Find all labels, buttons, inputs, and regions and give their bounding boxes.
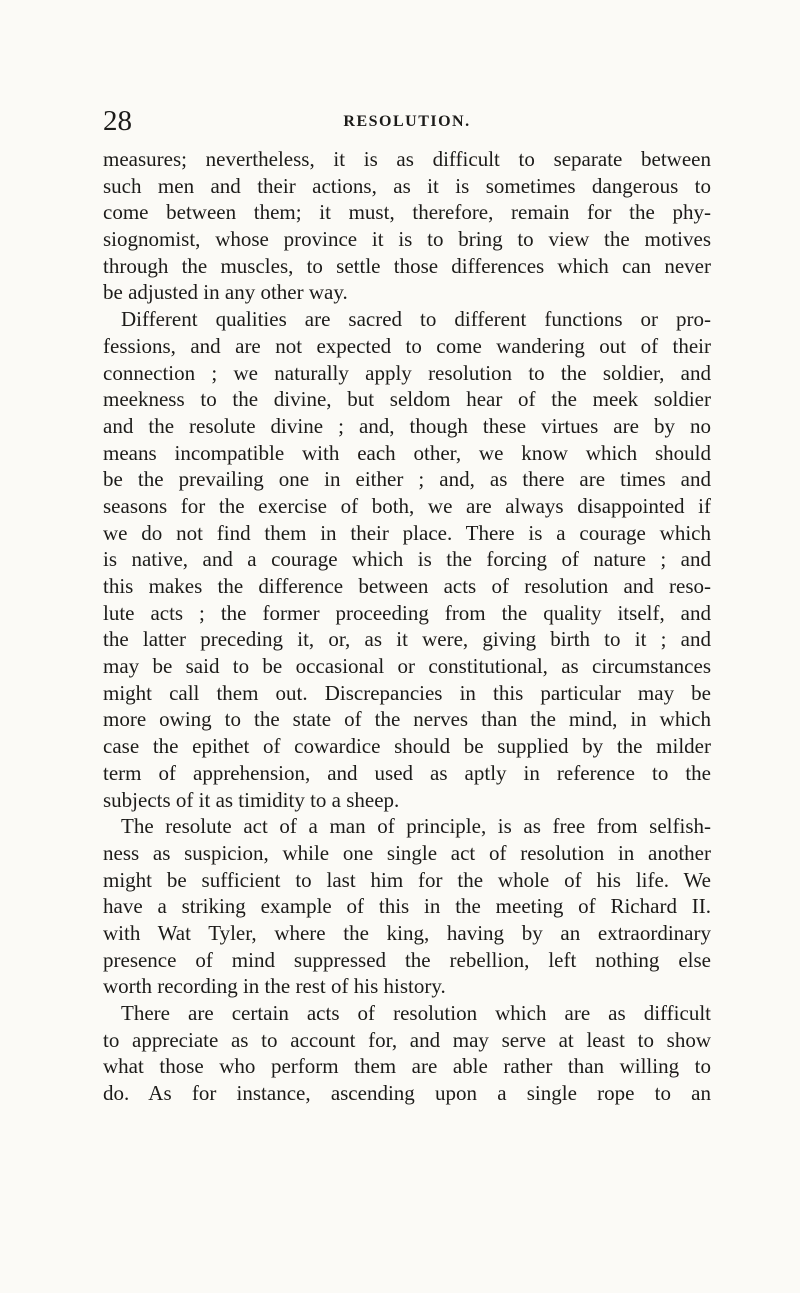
- text-line: means incompatible with each other, we know which should: [103, 440, 711, 465]
- text-line: more owing to the state of the nerves than the mind, in which: [103, 707, 711, 732]
- text-line: lute acts ; the former proceeding from the quality itself, and: [103, 600, 711, 625]
- page-header: [103, 104, 711, 138]
- text-line: such men and their actions, as it is sometimes dangerous to: [103, 173, 711, 198]
- text-line: to appreciate as to account for, and may serve at least to show: [103, 1027, 711, 1052]
- text-line: The resolute act of a man of principle, is as free from selfish-: [121, 814, 711, 839]
- text-line: be adjusted in any other way.: [103, 280, 348, 305]
- text-line: what those who perform them are able rather than willing to: [103, 1054, 711, 1079]
- body-text: [103, 146, 711, 1107]
- page-number: 28: [103, 105, 132, 137]
- text-line: with Wat Tyler, where the king, having by an extraordinary: [103, 920, 711, 945]
- text-line: be the prevailing one in either ; and, as there are times and: [103, 467, 711, 492]
- text-line: connection ; we naturally apply resolution to the soldier, and: [103, 360, 711, 385]
- text-line: Different qualities are sacred to different functions or pro-: [121, 307, 711, 332]
- text-line: may be said to be occasional or constitutional, as circumstances: [103, 654, 711, 679]
- text-line: seasons for the exercise of both, we are always disappointed if: [103, 493, 711, 518]
- text-line: we do not find them in their place. There is a courage which: [103, 520, 711, 545]
- text-line: worth recording in the rest of his history.: [103, 974, 446, 999]
- text-line: There are certain acts of resolution which are as difficult: [121, 1001, 711, 1025]
- text-line: this makes the difference between acts of resolution and reso-: [103, 574, 711, 598]
- text-line: term of apprehension, and used as aptly in reference to the: [103, 760, 711, 785]
- text-line: through the muscles, to settle those differences which can never: [103, 253, 711, 278]
- text-line: meekness to the divine, but seldom hear of the meek soldier: [103, 387, 711, 412]
- text-line: have a striking example of this in the meeting of Richard II.: [103, 894, 711, 919]
- text-line: and the resolute divine ; and, though these virtues are by no: [103, 413, 711, 438]
- text-line: might call them out. Discrepancies in this particular may be: [103, 680, 711, 705]
- text-line: case the epithet of cowardice should be supplied by the milder: [103, 734, 711, 759]
- text-line: the latter preceding it, or, as it were, giving birth to it ; and: [103, 627, 711, 652]
- text-line: siognomist, whose province it is to bring to view the motives: [103, 227, 711, 252]
- text-line: do. As for instance, ascending upon a single rope to an: [103, 1081, 711, 1106]
- text-line: is native, and a courage which is the forcing of nature ; and: [103, 547, 711, 572]
- text-line: come between them; it must, therefore, remain for the phy-: [103, 200, 711, 225]
- running-head: RESOLUTION.: [343, 113, 471, 130]
- text-line: presence of mind suppressed the rebellion, left nothing else: [103, 947, 711, 972]
- text-line: subjects of it as timidity to a sheep.: [103, 787, 400, 812]
- text-line: ness as suspicion, while one single act of resolution in another: [103, 840, 711, 865]
- text-line: measures; nevertheless, it is as difficult to separate between: [103, 147, 711, 171]
- text-line: might be sufficient to last him for the whole of his life. We: [103, 867, 711, 892]
- text-line: fessions, and are not expected to come wandering out of their: [103, 333, 711, 358]
